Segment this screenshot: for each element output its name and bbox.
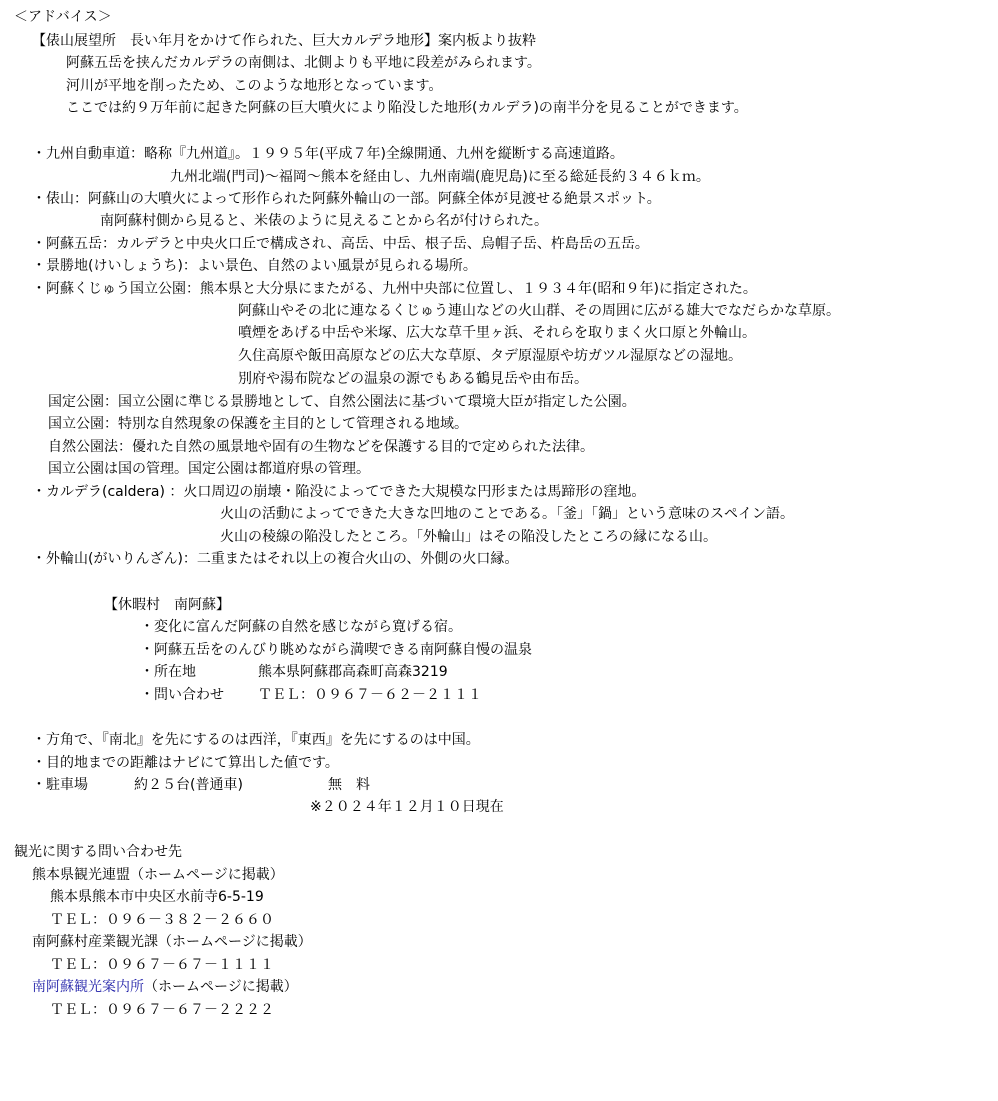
glossary-park-note: 国立公園は国の管理。国定公園は都道府県の管理。 bbox=[48, 461, 370, 477]
contacts-heading: 観光に関する問い合わせ先 bbox=[14, 844, 182, 860]
minamiaso-info-suffix: （ホームページに掲載） bbox=[144, 979, 298, 995]
glossary-caldera: ・カルデラ(caldera) ：火口周辺の崩壊・陥没によってできた大規模な円形または馬蹄形の窪地。 bbox=[32, 484, 646, 500]
glossary-park-note: 国定公園：国立公園に準じる景勝地として、自然公園法に基づいて環境大臣が指定した公園。 bbox=[48, 394, 636, 410]
glossary-continuation: 南阿蘇村側から見ると、米俵のように見えることから名が付けられた。 bbox=[100, 213, 548, 229]
kumamoto-federation-name: 熊本県観光連盟（ホームページに掲載） bbox=[32, 867, 284, 883]
glossary-park-note: 自然公園法：優れた自然の風景地や固有の生物などを保護する目的で定められた法律。 bbox=[48, 439, 594, 455]
resort-bullet: ・変化に富んだ阿蘇の自然を感じながら寛げる宿。 bbox=[140, 619, 462, 635]
minamiaso-village-name: 南阿蘇村産業観光課（ホームページに掲載） bbox=[32, 934, 312, 950]
observatory-title: 【俵山展望所 長い年月をかけて作られた、巨大カルデラ地形】案内板より抜粋 bbox=[32, 33, 536, 49]
parking-fee: 無 料 bbox=[328, 777, 370, 793]
resort-bullet: ・阿蘇五岳をのんびり眺めながら満喫できる南阿蘇自慢の温泉 bbox=[140, 642, 532, 658]
glossary-kyushu-expressway: ・九州自動車道：略称『九州道』。１９９５年(平成７年)全線開通、九州を縦断する高速道路。 bbox=[32, 146, 624, 162]
kumamoto-federation-phone: ＴＥＬ：０９６－３８２－２６６０ bbox=[50, 912, 274, 928]
as-of-date: ※２０２４年１２月１０日現在 bbox=[310, 799, 504, 815]
observatory-line: 阿蘇五岳を挟んだカルデラの南側は、北側よりも平地に段差がみられます。 bbox=[66, 55, 541, 71]
glossary-aso-kuju-park: ・阿蘇くじゅう国立公園：熊本県と大分県にまたがる、九州中央部に位置し、１９３４年(昭和９年)に指定された。 bbox=[32, 281, 757, 297]
glossary-keishochi: ・景勝地(けいしょうち)：よい景色、自然のよい風景が見られる場所。 bbox=[32, 258, 477, 274]
kumamoto-federation-address: 熊本県熊本市中央区水前寺6-5-19 bbox=[50, 889, 264, 905]
minamiaso-info-phone: ＴＥＬ：０９６７－６７－２２２２ bbox=[50, 1002, 274, 1018]
resort-title: 【休暇村 南阿蘇】 bbox=[104, 597, 230, 613]
minamiaso-info-link[interactable]: 南阿蘇観光案内所 bbox=[32, 979, 144, 995]
glossary-continuation: 阿蘇山やその北に連なるくじゅう連山などの火山群、その周囲に広がる雄大でなだらかな草原。 bbox=[238, 303, 840, 319]
minamiaso-village-phone: ＴＥＬ：０９６７－６７－１１１１ bbox=[50, 957, 274, 973]
parking-capacity: 約２５台(普通車) bbox=[134, 777, 243, 793]
glossary-continuation: 九州北端(門司)～福岡～熊本を経由し、九州南端(鹿児島)に至る総延長約３４６ｋｍ。 bbox=[170, 169, 710, 185]
observatory-line: 河川が平地を削ったため、このような地形となっています。 bbox=[66, 78, 443, 94]
resort-phone: ＴＥＬ：０９６７－６２－２１１１ bbox=[258, 687, 482, 703]
note-distance: ・目的地までの距離はナビにて算出した値です。 bbox=[32, 755, 339, 771]
glossary-continuation: 火山の稜線の陥没したところ。「外輪山」はその陥没したところの縁になる山。 bbox=[220, 529, 717, 545]
glossary-tawarayama: ・俵山：阿蘇山の大噴火によって形作られた阿蘇外輪山の一部。阿蘇全体が見渡せる絶景スポット。 bbox=[32, 191, 661, 207]
glossary-continuation: 火山の活動によってできた大きな凹地のことである。「釜」「鍋」という意味のスペイン語。 bbox=[220, 506, 794, 522]
resort-address-label: ・所在地 bbox=[140, 664, 196, 680]
parking-label: ・駐車場 bbox=[32, 777, 88, 793]
resort-phone-label: ・問い合わせ bbox=[140, 687, 224, 703]
glossary-continuation: 久住高原や飯田高原などの広大な草原、タデ原湿原や坊ガツル湿原などの湿地。 bbox=[238, 348, 742, 364]
glossary-continuation: 噴煙をあげる中岳や米塚、広大な草千里ヶ浜、それらを取りまく火口原と外輪山。 bbox=[238, 325, 756, 341]
note-direction: ・方角で、『南北』を先にするのは西洋，『東西』を先にするのは中国。 bbox=[32, 732, 480, 748]
glossary-aso-gogaku: ・阿蘇五岳：カルデラと中央火口丘で構成され、高岳、中岳、根子岳、烏帽子岳、杵島岳の五岳。 bbox=[32, 236, 649, 252]
glossary-gairinzan: ・外輪山(がいりんざん)：二重またはそれ以上の複合火山の、外側の火口縁。 bbox=[32, 551, 519, 567]
glossary-park-note: 国立公園：特別な自然現象の保護を主目的として管理される地域。 bbox=[48, 416, 468, 432]
observatory-line: ここでは約９万年前に起きた阿蘇の巨大噴火により陥没した地形(カルデラ)の南半分を見ることができます。 bbox=[66, 100, 748, 116]
glossary-continuation: 別府や湯布院などの温泉の源でもある鶴見岳や由布岳。 bbox=[238, 371, 588, 387]
advice-heading: ＜アドバイス＞ bbox=[14, 9, 112, 25]
minamiaso-info-row bbox=[32, 976, 298, 998]
resort-address: 熊本県阿蘇郡高森町高森3219 bbox=[258, 664, 448, 680]
